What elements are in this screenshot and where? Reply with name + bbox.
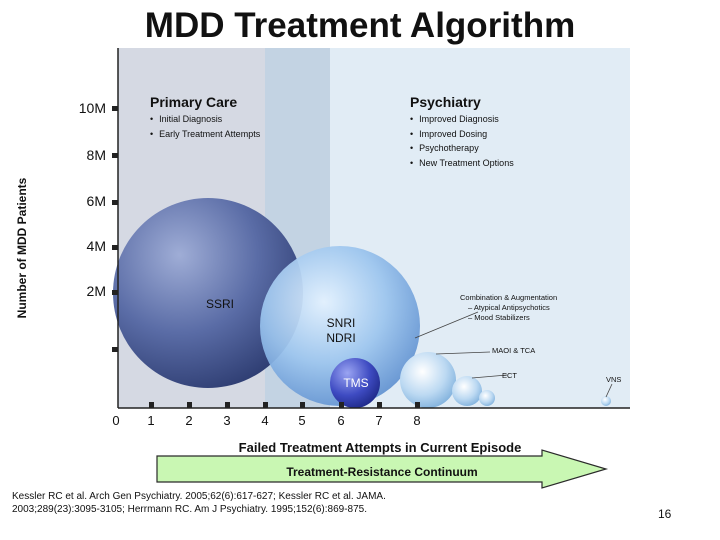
maoi-tca-label: MAOI & TCA — [492, 346, 536, 355]
ndri-label: NDRI — [326, 331, 356, 345]
bullet-item: • New Treatment Options — [410, 156, 514, 171]
x-tick-label: 3 — [223, 413, 231, 428]
x-tick-label: 8 — [413, 413, 421, 428]
citation-line: Kessler RC et al. Arch Gen Psychiatry. 2005;62(6):617-627; Kessler RC et al. JAMA. — [12, 491, 386, 502]
y-axis-label: Number of MDD Patients — [15, 177, 29, 319]
bullet-item: • Improved Dosing — [410, 127, 514, 142]
combination-label: Combination & Augmentation — [460, 293, 558, 302]
primary-care-bullets — [150, 112, 260, 141]
citation — [12, 490, 482, 516]
bullet-item: • Improved Diagnosis — [410, 112, 514, 127]
continuum-label: Treatment-Resistance Continuum — [286, 465, 478, 479]
tms-label: TMS — [343, 376, 369, 390]
y-tick-label: 4M — [86, 238, 106, 254]
page-title: MDD Treatment Algorithm — [144, 6, 576, 45]
ssri-label: SSRI — [205, 297, 234, 311]
vns-label: VNS — [606, 375, 622, 384]
vns-bubble — [601, 396, 611, 406]
psychiatry-heading: Psychiatry — [410, 94, 481, 110]
small-bubble — [479, 390, 495, 406]
ect-label: ECT — [502, 371, 517, 380]
combination-sub-label: – Atypical Antipsychotics — [468, 303, 550, 312]
x-tick-label: 5 — [298, 413, 306, 428]
maoi-tca-bubble — [400, 352, 456, 408]
x-tick-label: 7 — [375, 413, 383, 428]
y-tick-label: 8M — [86, 147, 106, 163]
primary-care-heading: Primary Care — [150, 94, 238, 110]
combination-sub-label: – Mood Stabilizers — [468, 313, 530, 322]
psychiatry-bullets — [410, 112, 514, 170]
bullet-item: • Early Treatment Attempts — [150, 127, 260, 142]
x-tick-label: 1 — [147, 413, 155, 428]
bullet-item: • Psychotherapy — [410, 141, 514, 156]
ect-bubble — [452, 376, 482, 406]
x-tick-label: 0 — [112, 413, 120, 428]
y-tick-label: 10M — [78, 100, 106, 116]
x-tick-label: 6 — [337, 413, 345, 428]
snri-label: SNRI — [326, 316, 356, 330]
citation-line: 2003;289(23):3095-3105; Herrmann RC. Am J Psychiatry. 1995;152(6):869-875. — [12, 504, 368, 515]
x-tick-label: 4 — [261, 413, 269, 428]
y-tick-label: 6M — [86, 193, 106, 209]
page-number: 16 — [658, 507, 672, 521]
y-tick-label: 2M — [86, 283, 106, 299]
bullet-item: • Initial Diagnosis — [150, 112, 260, 127]
x-axis-label: Failed Treatment Attempts in Current Episode — [238, 440, 522, 455]
x-tick-label: 2 — [185, 413, 193, 428]
